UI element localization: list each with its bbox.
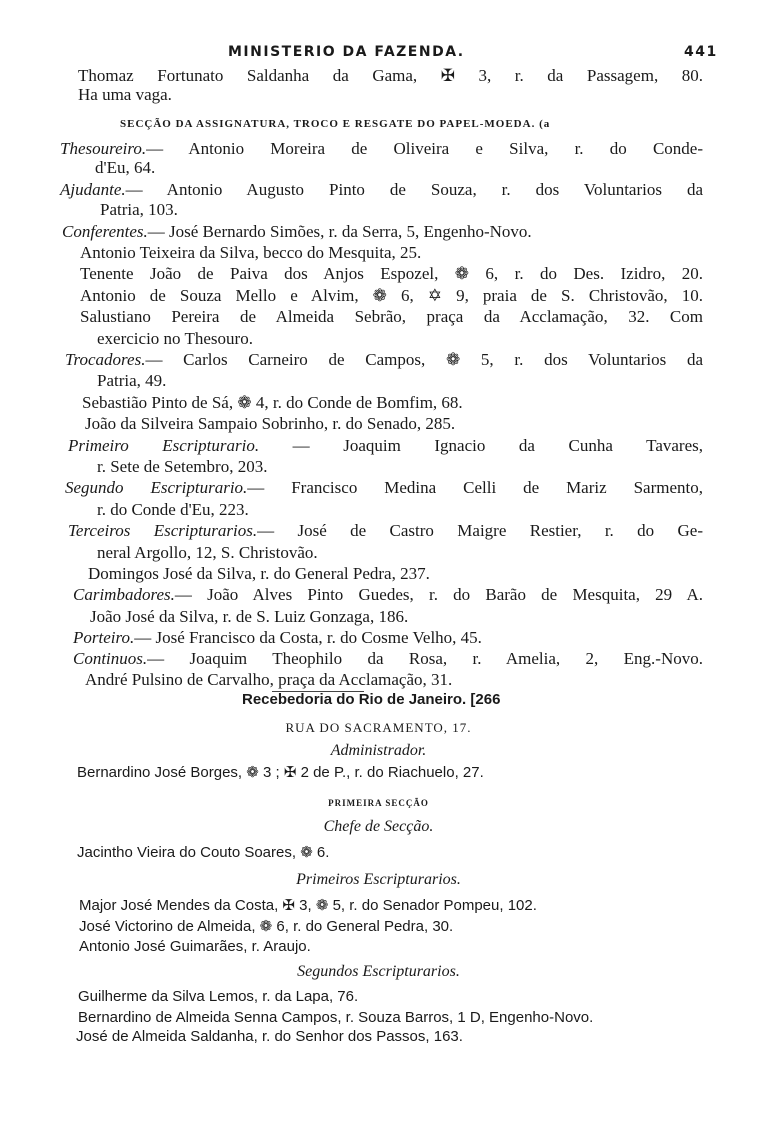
entry-line [62,222,532,242]
entry-text: — José de Castro Maigre Restier, r. do Ge- [257,521,703,540]
text-line: Tenente João de Paiva dos Anjos Espozel, ❁ 6, r. do Des. Izidro, 20. [80,264,703,283]
address: RUA DO SACRAMENTO, 17. [285,720,472,735]
text-line: Antonio de Souza Mello e Alvim, ❁ 6, ✡ 9, praia de S. Christovão, 10. [80,286,703,305]
text-line: Patria, 49. [97,371,167,390]
role-label: Primeiro Escripturario. [68,436,260,455]
role-label: Ajudante. [60,180,126,199]
role-label: Conferentes. [62,222,148,241]
text-line: Antonio Teixeira da Silva, becco do Mesquita, 25. [80,243,422,262]
text-line: Ha uma vaga. [78,85,172,104]
entry-text: — Francisco Medina Celli de Mariz Sarmento, [247,478,703,497]
text-line: Jacintho Vieira do Couto Soares, ❁ 6. [77,844,330,861]
role-label: Thesoureiro. [60,139,147,158]
subheading: Primeiros Escripturarios. [296,871,461,888]
entry-line [65,478,703,498]
entry-line [73,628,482,648]
entry-line [73,649,703,669]
entry-line [65,350,703,370]
section-title: Recebedoria do Rio de Janeiro. [266 [242,691,501,708]
entry-line [60,180,703,200]
text-line: d'Eu, 64. [95,158,156,177]
text-line: André Pulsino de Carvalho, praça da Acclamação, 31. [85,670,453,689]
role-label: Terceiros Escripturarios. [68,521,258,540]
page-header-title: MINISTERIO DA FAZENDA. [228,44,465,60]
text-line: Bernardino José Borges, ❁ 3 ; ✠ 2 de P., r. do Riachuelo, 27. [77,764,484,781]
entry-text: — João Alves Pinto Guedes, r. do Barão de Mesquita, 29 A. [174,585,703,604]
entry-text: — Antonio Moreira de Oliveira e Silva, r. do Conde- [146,139,703,158]
role-label: Continuos. [73,649,148,668]
page-number: 441 [684,44,718,60]
text-line: João José da Silva, r. de S. Luiz Gonzaga, 186. [90,607,409,626]
text-line: Bernardino de Almeida Senna Campos, r. Souza Barros, 1 D, Engenho-Novo. [78,1009,594,1026]
text-line: Domingos José da Silva, r. do General Pedra, 237. [88,564,430,583]
subheading: Chefe de Secção. [323,818,434,835]
text-line: r. do Conde d'Eu, 223. [97,500,249,519]
role-label: Carimbadores. [73,585,175,604]
role-label: Segundo Escripturario. [65,478,248,497]
text-line: Sebastião Pinto de Sá, ❁ 4, r. do Conde de Bomfim, 68. [82,393,463,412]
entry-line [68,436,703,456]
text-line: Thomaz Fortunato Saldanha da Gama, ✠ 3, r. da Passagem, 80. [78,66,703,85]
text-line: Guilherme da Silva Lemos, r. da Lapa, 76. [78,988,359,1005]
entry-text: — Antonio Augusto Pinto de Souza, r. dos Voluntarios da [125,180,703,199]
subsection-heading: PRIMEIRA SECÇÃO [328,798,429,808]
entry-text: — José Bernardo Simões, r. da Serra, 5, Engenho-Novo. [147,222,532,241]
text-line: João da Silveira Sampaio Sobrinho, r. do Senado, 285. [85,414,456,433]
entry-line [73,585,703,605]
text-line: José de Almeida Saldanha, r. do Senhor dos Passos, 163. [76,1028,463,1045]
section-heading: SECÇÃO DA ASSIGNATURA, TROCO E RESGATE DO PAPEL-MOEDA. (a [120,118,551,130]
entry-text: — Joaquim Theophilo da Rosa, r. Amelia, 2, Eng.-Novo. [147,649,703,668]
text-line: Salustiano Pereira de Almeida Sebrão, praça da Acclamação, 32. Com [80,307,703,326]
entry-text: — José Francisco da Costa, r. do Cosme Velho, 45. [134,628,482,647]
role-label: Trocadores. [65,350,146,369]
text-line: José Victorino de Almeida, ❁ 6, r. do General Pedra, 30. [79,918,454,935]
text-line: Patria, 103. [100,200,178,219]
text-line: Major José Mendes da Costa, ✠ 3, ❁ 5, r. do Senador Pompeu, 102. [79,897,537,914]
entry-line [68,521,703,541]
role-label: Porteiro. [73,628,135,647]
entry-line [60,139,703,159]
subheading: Segundos Escripturarios. [297,963,460,980]
text-line: neral Argollo, 12, S. Christovão. [97,543,318,562]
entry-text: — Carlos Carneiro de Campos, ❁ 5, r. dos Voluntarios da [145,350,703,369]
text-line: Antonio José Guimarães, r. Araujo. [79,938,311,955]
text-line: exercicio no Thesouro. [97,329,253,348]
subheading: Administrador. [330,742,427,759]
entry-text: — Joaquim Ignacio da Cunha Tavares, [259,436,703,455]
text-line: r. Sete de Setembro, 203. [97,457,268,476]
